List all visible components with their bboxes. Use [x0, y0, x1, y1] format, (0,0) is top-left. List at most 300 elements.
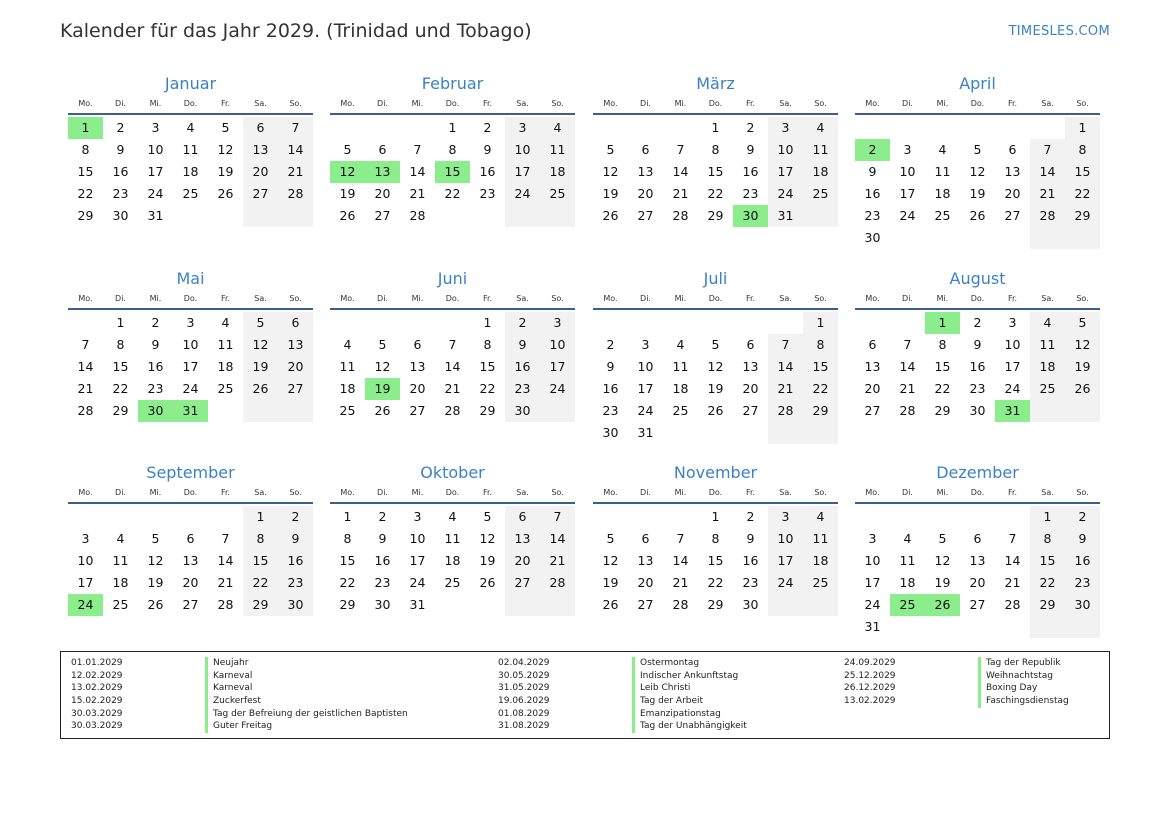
- day-cell: 22: [1030, 572, 1065, 594]
- weekday-label: Di.: [115, 488, 126, 497]
- weekday-label: Mi.: [674, 488, 687, 497]
- day-cell: 14: [77, 359, 94, 374]
- day-cell: 15: [339, 553, 356, 568]
- day-cell: 27: [864, 403, 881, 418]
- day-cell: 12: [330, 161, 365, 183]
- day-cell: 4: [540, 117, 575, 139]
- holiday-date: 30.05.2029: [498, 670, 550, 681]
- legend-column-1: [71, 657, 408, 733]
- day-grid: [593, 117, 838, 227]
- day-cell: 31: [995, 400, 1030, 422]
- day-cell: 11: [934, 164, 951, 179]
- day-cell: 19: [339, 186, 356, 201]
- weekday-label: Mi.: [411, 294, 424, 303]
- weekday-label: Mi.: [149, 99, 162, 108]
- weekday-label: Fr.: [1007, 99, 1018, 108]
- empty-cell: [1030, 400, 1065, 422]
- day-grid: [330, 312, 575, 422]
- day-cell: 3: [768, 506, 803, 528]
- day-cell: 31: [409, 597, 426, 612]
- day-cell: 23: [1065, 572, 1100, 594]
- day-cell: 23: [864, 208, 881, 223]
- day-cell: 28: [1030, 205, 1065, 227]
- weekday-label: Sa.: [1041, 488, 1054, 497]
- empty-cell: [278, 400, 313, 422]
- day-cell: 12: [243, 334, 278, 356]
- day-cell: 14: [1030, 161, 1065, 183]
- day-cell: 10: [505, 139, 540, 161]
- month-12: [855, 462, 1100, 638]
- day-cell: 11: [1030, 334, 1065, 356]
- day-cell: 10: [637, 359, 654, 374]
- day-cell: 5: [483, 509, 492, 524]
- weekday-label: Mo.: [865, 99, 880, 108]
- day-grid: [593, 506, 838, 616]
- day-cell: 14: [899, 359, 916, 374]
- day-cell: 20: [969, 575, 986, 590]
- day-cell: 30: [374, 597, 391, 612]
- weekday-label: Di.: [377, 99, 388, 108]
- empty-cell: [365, 312, 400, 334]
- day-cell: 17: [899, 186, 916, 201]
- day-cell: 12: [479, 531, 496, 546]
- site-link[interactable]: TIMESLES.COM: [1008, 24, 1110, 39]
- day-cell: 22: [243, 572, 278, 594]
- day-cell: 23: [742, 186, 759, 201]
- day-cell: 11: [540, 139, 575, 161]
- day-cell: 4: [803, 506, 838, 528]
- day-cell: 21: [768, 378, 803, 400]
- day-cell: 5: [378, 337, 387, 352]
- day-cell: 9: [116, 142, 125, 157]
- header-rule: [68, 113, 313, 115]
- legend-item: [844, 670, 1069, 683]
- day-cell: 3: [81, 531, 90, 546]
- weekday-label: Di.: [902, 99, 913, 108]
- empty-cell: [628, 506, 663, 528]
- day-cell: 23: [278, 572, 313, 594]
- weekday-label: Mi.: [936, 294, 949, 303]
- holiday-date: 13.02.2029: [844, 696, 896, 707]
- weekday-label: Do.: [708, 99, 723, 108]
- weekday-label: Mi.: [936, 99, 949, 108]
- day-cell: 18: [803, 550, 838, 572]
- day-cell: 3: [186, 315, 195, 330]
- day-cell: 3: [768, 117, 803, 139]
- day-cell: 26: [602, 208, 619, 223]
- month-3: [593, 73, 838, 227]
- weekday-header: [330, 293, 575, 305]
- empty-cell: [698, 422, 733, 444]
- header-rule: [855, 308, 1100, 310]
- day-cell: 19: [934, 575, 951, 590]
- legend-item: [71, 657, 408, 670]
- holiday-name: Neujahr: [205, 657, 248, 670]
- day-cell: 5: [606, 142, 615, 157]
- empty-cell: [330, 312, 365, 334]
- day-cell: 5: [151, 531, 160, 546]
- day-cell: 4: [448, 509, 457, 524]
- day-cell: 15: [112, 359, 129, 374]
- weekday-label: Do.: [445, 294, 460, 303]
- weekday-label: Sa.: [516, 294, 529, 303]
- day-cell: 19: [602, 186, 619, 201]
- day-cell: 22: [444, 186, 461, 201]
- day-cell: 25: [182, 186, 199, 201]
- day-cell: 1: [803, 312, 838, 334]
- empty-cell: [435, 205, 470, 227]
- day-cell: 13: [182, 553, 199, 568]
- day-cell: 13: [742, 359, 759, 374]
- weekday-label: Di.: [115, 294, 126, 303]
- day-cell: 8: [116, 337, 125, 352]
- day-cell: 18: [934, 186, 951, 201]
- day-cell: 6: [868, 337, 877, 352]
- day-cell: 3: [413, 509, 422, 524]
- day-cell: 17: [540, 356, 575, 378]
- weekday-label: Mo.: [865, 488, 880, 497]
- empty-cell: [663, 312, 698, 334]
- day-cell: 19: [602, 575, 619, 590]
- day-cell: 13: [243, 139, 278, 161]
- day-cell: 6: [505, 506, 540, 528]
- day-cell: 26: [707, 403, 724, 418]
- day-cell: 11: [672, 359, 689, 374]
- holiday-date: 25.12.2029: [844, 670, 896, 681]
- day-cell: 30: [278, 594, 313, 616]
- weekday-label: Sa.: [779, 294, 792, 303]
- day-cell: 23: [374, 575, 391, 590]
- day-cell: 6: [413, 337, 422, 352]
- empty-cell: [803, 422, 838, 444]
- empty-cell: [435, 594, 470, 616]
- day-cell: 24: [768, 183, 803, 205]
- day-cell: 18: [444, 553, 461, 568]
- empty-cell: [278, 205, 313, 227]
- legend-item: [71, 682, 408, 695]
- page-title: Kalender für das Jahr 2029. (Trinidad und Tobago): [60, 20, 532, 42]
- header-rule: [330, 113, 575, 115]
- day-cell: 7: [540, 506, 575, 528]
- day-cell: 21: [672, 186, 689, 201]
- weekday-header: [68, 98, 313, 110]
- weekday-label: Mo.: [340, 488, 355, 497]
- day-cell: 27: [637, 208, 654, 223]
- day-cell: 25: [672, 403, 689, 418]
- empty-cell: [628, 312, 663, 334]
- header-rule: [330, 502, 575, 504]
- empty-cell: [995, 506, 1030, 528]
- weekday-label: Mo.: [603, 488, 618, 497]
- empty-cell: [540, 594, 575, 616]
- day-cell: 9: [973, 337, 982, 352]
- day-cell: 2: [483, 120, 492, 135]
- day-cell: 26: [243, 378, 278, 400]
- weekday-header: [330, 98, 575, 110]
- holiday-name: Karneval: [205, 670, 252, 683]
- day-cell: 6: [186, 531, 195, 546]
- empty-cell: [733, 422, 768, 444]
- day-cell: 8: [711, 142, 720, 157]
- day-cell: 2: [151, 315, 160, 330]
- day-cell: 21: [672, 575, 689, 590]
- day-cell: 17: [864, 575, 881, 590]
- day-cell: 22: [707, 575, 724, 590]
- day-cell: 10: [768, 139, 803, 161]
- weekday-label: Mi.: [411, 99, 424, 108]
- day-cell: 18: [540, 161, 575, 183]
- weekday-label: So.: [551, 294, 564, 303]
- day-cell: 19: [479, 553, 496, 568]
- weekday-label: Sa.: [254, 99, 267, 108]
- day-cell: 2: [378, 509, 387, 524]
- empty-cell: [103, 506, 138, 528]
- weekday-label: So.: [814, 488, 827, 497]
- empty-cell: [995, 616, 1030, 638]
- empty-cell: [400, 117, 435, 139]
- empty-cell: [68, 506, 103, 528]
- weekday-label: Di.: [115, 99, 126, 108]
- day-cell: 1: [116, 315, 125, 330]
- month-name: November: [673, 463, 758, 482]
- header-rule: [593, 308, 838, 310]
- day-cell: 28: [540, 572, 575, 594]
- month-1: [68, 73, 313, 227]
- day-cell: 27: [278, 378, 313, 400]
- day-cell: 26: [925, 594, 960, 616]
- day-cell: 24: [864, 597, 881, 612]
- month-9: [68, 462, 313, 616]
- empty-cell: [890, 616, 925, 638]
- day-cell: 8: [803, 334, 838, 356]
- day-cell: 21: [77, 381, 94, 396]
- day-cell: 16: [1065, 550, 1100, 572]
- holiday-name: Boxing Day: [978, 682, 1037, 695]
- day-cell: 15: [1065, 161, 1100, 183]
- month-name: Januar: [164, 74, 217, 93]
- empty-cell: [400, 312, 435, 334]
- day-cell: 2: [855, 139, 890, 161]
- day-cell: 20: [637, 186, 654, 201]
- day-cell: 17: [1004, 359, 1021, 374]
- empty-cell: [1030, 117, 1065, 139]
- day-cell: 6: [243, 117, 278, 139]
- day-cell: 6: [746, 337, 755, 352]
- day-cell: 22: [77, 186, 94, 201]
- empty-cell: [960, 227, 995, 249]
- day-cell: 13: [864, 359, 881, 374]
- day-grid: [68, 506, 313, 616]
- empty-cell: [925, 117, 960, 139]
- day-cell: 25: [803, 572, 838, 594]
- day-cell: 31: [637, 425, 654, 440]
- day-cell: 26: [1065, 378, 1100, 400]
- day-cell: 1: [243, 506, 278, 528]
- empty-cell: [803, 594, 838, 616]
- day-cell: 18: [182, 164, 199, 179]
- day-cell: 10: [77, 553, 94, 568]
- day-grid: [68, 312, 313, 422]
- holiday-date: 26.12.2029: [844, 683, 896, 694]
- day-cell: 2: [505, 312, 540, 334]
- month-8: [855, 268, 1100, 422]
- day-cell: 24: [899, 208, 916, 223]
- day-cell: 3: [641, 337, 650, 352]
- weekday-label: Fr.: [482, 294, 493, 303]
- empty-cell: [925, 616, 960, 638]
- empty-cell: [890, 117, 925, 139]
- empty-cell: [768, 594, 803, 616]
- empty-cell: [208, 205, 243, 227]
- day-cell: 21: [540, 550, 575, 572]
- day-cell: 8: [448, 142, 457, 157]
- weekday-header: [593, 293, 838, 305]
- day-cell: 12: [602, 164, 619, 179]
- empty-cell: [208, 506, 243, 528]
- day-cell: 3: [540, 312, 575, 334]
- day-cell: 17: [409, 553, 426, 568]
- day-cell: 10: [864, 553, 881, 568]
- day-cell: 18: [899, 575, 916, 590]
- weekday-label: Mi.: [674, 294, 687, 303]
- day-cell: 16: [278, 550, 313, 572]
- empty-cell: [925, 506, 960, 528]
- empty-cell: [995, 117, 1030, 139]
- day-cell: 30: [733, 205, 768, 227]
- legend-item: [498, 670, 747, 683]
- month-name: Juli: [703, 269, 728, 288]
- day-cell: 16: [147, 359, 164, 374]
- day-cell: 28: [672, 208, 689, 223]
- weekday-header: [593, 98, 838, 110]
- month-name: Februar: [421, 74, 484, 93]
- day-cell: 18: [803, 161, 838, 183]
- day-cell: 11: [217, 337, 234, 352]
- day-cell: 19: [243, 356, 278, 378]
- weekday-label: Do.: [970, 488, 985, 497]
- day-cell: 5: [973, 142, 982, 157]
- day-cell: 2: [606, 337, 615, 352]
- day-cell: 13: [365, 161, 400, 183]
- day-cell: 26: [217, 186, 234, 201]
- day-cell: 21: [1030, 183, 1065, 205]
- day-cell: 22: [339, 575, 356, 590]
- month-11: [593, 462, 838, 616]
- day-cell: 25: [890, 594, 925, 616]
- day-cell: 3: [903, 142, 912, 157]
- day-cell: 22: [1065, 183, 1100, 205]
- day-cell: 28: [278, 183, 313, 205]
- day-cell: 4: [116, 531, 125, 546]
- day-cell: 11: [182, 142, 199, 157]
- day-cell: 30: [1065, 594, 1100, 616]
- day-cell: 10: [1004, 337, 1021, 352]
- day-cell: 16: [742, 164, 759, 179]
- empty-cell: [593, 312, 628, 334]
- weekday-label: So.: [551, 488, 564, 497]
- day-cell: 14: [672, 553, 689, 568]
- empty-cell: [1065, 227, 1100, 249]
- weekday-label: Mo.: [78, 294, 93, 303]
- month-5: [68, 268, 313, 422]
- empty-cell: [470, 205, 505, 227]
- day-cell: 3: [151, 120, 160, 135]
- day-cell: 24: [505, 183, 540, 205]
- day-cell: 1: [1030, 506, 1065, 528]
- day-cell: 15: [707, 553, 724, 568]
- weekday-label: Sa.: [254, 488, 267, 497]
- day-cell: 15: [934, 359, 951, 374]
- month-10: [330, 462, 575, 616]
- day-cell: 30: [864, 230, 881, 245]
- month-name: Juni: [437, 269, 468, 288]
- empty-cell: [470, 594, 505, 616]
- day-cell: 26: [602, 597, 619, 612]
- day-grid: [855, 117, 1100, 249]
- holiday-date: 31.05.2029: [498, 683, 550, 694]
- day-cell: 12: [217, 142, 234, 157]
- weekday-label: Fr.: [745, 99, 756, 108]
- day-cell: 7: [676, 142, 685, 157]
- day-cell: 25: [1030, 378, 1065, 400]
- holiday-date: 30.03.2029: [71, 721, 123, 732]
- day-cell: 7: [448, 337, 457, 352]
- empty-cell: [435, 312, 470, 334]
- day-cell: 13: [637, 164, 654, 179]
- day-cell: 8: [243, 528, 278, 550]
- day-cell: 30: [505, 400, 540, 422]
- day-cell: 12: [602, 553, 619, 568]
- empty-cell: [733, 312, 768, 334]
- day-cell: 15: [707, 164, 724, 179]
- day-cell: 12: [934, 553, 951, 568]
- day-cell: 21: [899, 381, 916, 396]
- day-cell: 5: [938, 531, 947, 546]
- day-cell: 20: [637, 575, 654, 590]
- day-cell: 11: [803, 139, 838, 161]
- day-cell: 25: [803, 183, 838, 205]
- day-cell: 23: [147, 381, 164, 396]
- day-cell: 31: [864, 619, 881, 634]
- empty-cell: [960, 506, 995, 528]
- day-cell: 8: [81, 142, 90, 157]
- empty-cell: [540, 205, 575, 227]
- empty-cell: [960, 616, 995, 638]
- empty-cell: [593, 506, 628, 528]
- day-grid: [855, 312, 1100, 422]
- day-cell: 17: [768, 161, 803, 183]
- day-cell: 14: [217, 553, 234, 568]
- day-cell: 8: [1030, 528, 1065, 550]
- day-cell: 16: [742, 553, 759, 568]
- day-cell: 25: [934, 208, 951, 223]
- day-cell: 5: [1065, 312, 1100, 334]
- holiday-date: 24.09.2029: [844, 658, 896, 668]
- day-cell: 20: [243, 161, 278, 183]
- day-cell: 31: [173, 400, 208, 422]
- legend-item: [71, 670, 408, 683]
- day-cell: 1: [68, 117, 103, 139]
- empty-cell: [628, 117, 663, 139]
- day-cell: 6: [1008, 142, 1017, 157]
- header-rule: [68, 308, 313, 310]
- legend-column-3: [844, 657, 1069, 708]
- empty-cell: [890, 506, 925, 528]
- day-cell: 9: [505, 334, 540, 356]
- empty-cell: [663, 117, 698, 139]
- legend-item: [71, 695, 408, 708]
- month-7: [593, 268, 838, 444]
